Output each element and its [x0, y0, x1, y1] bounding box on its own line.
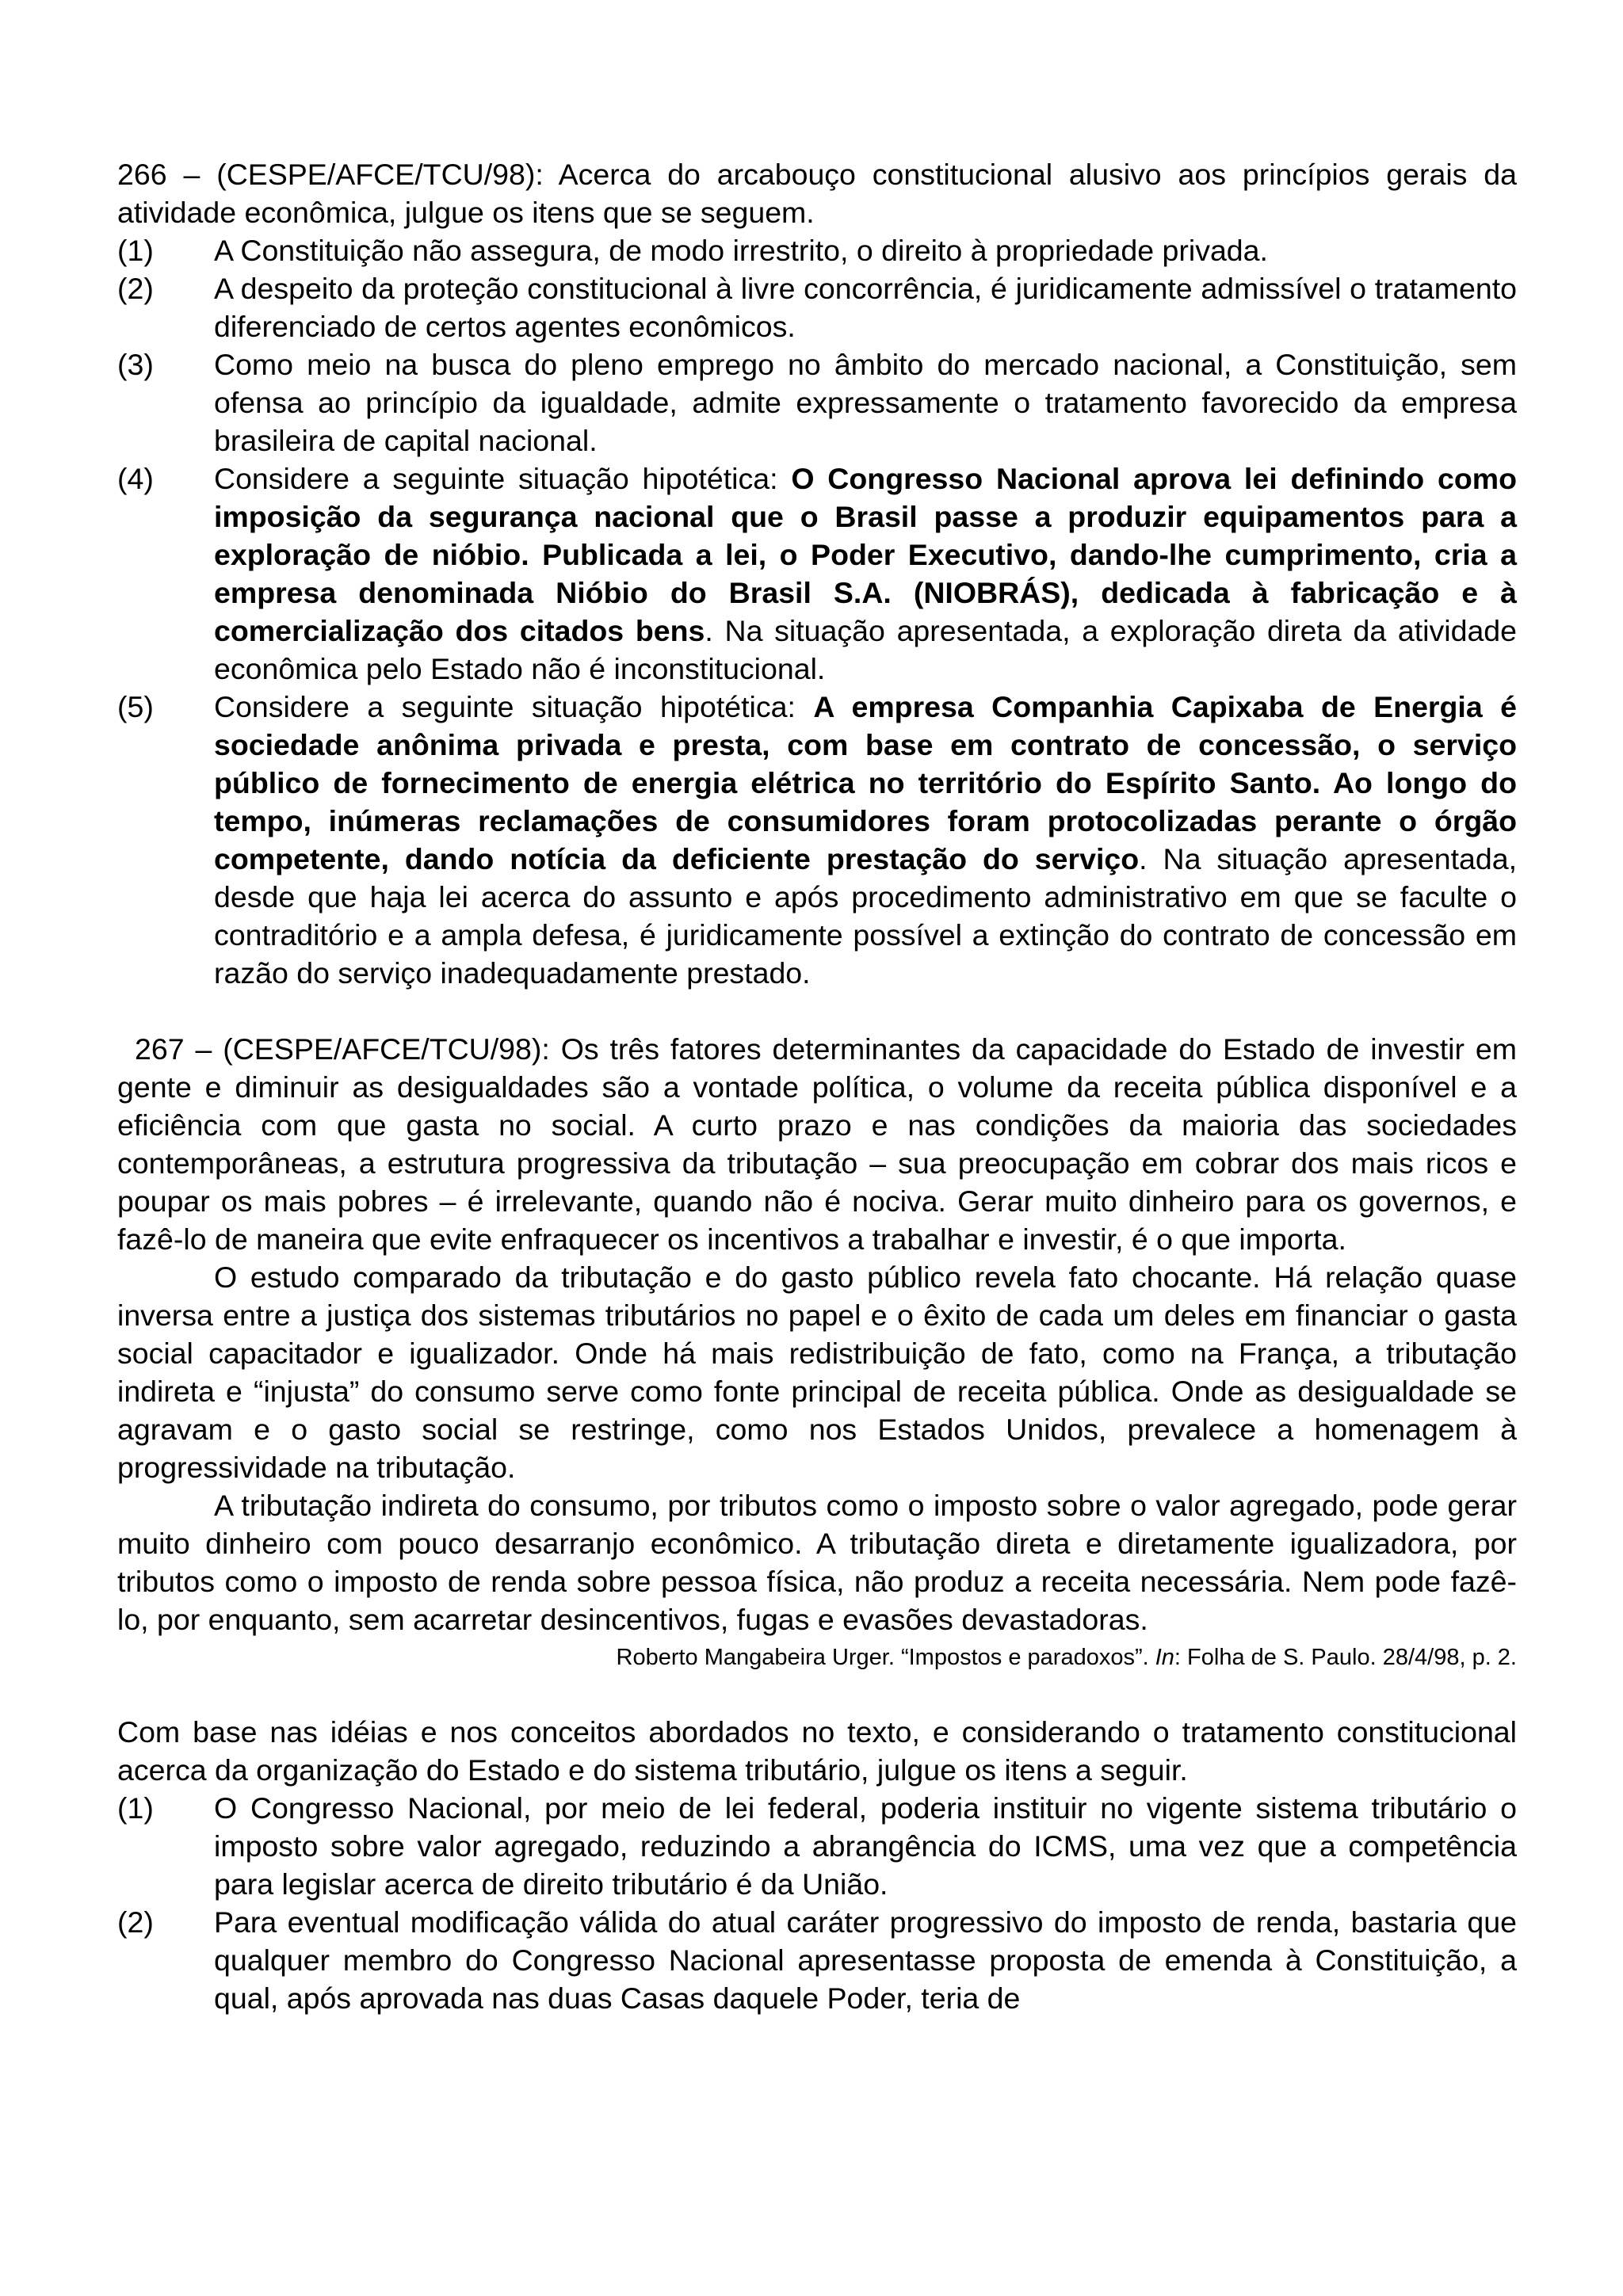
item-number: (3) [117, 348, 154, 381]
item-scenario-bold: O Congresso Nacional aprova lei definindo como imposição da segurança nacional que o Brasil passe a produzir equipamentos para a exploração de nióbio. Publicada a lei, o Poder Executivo, dando-lhe cumprimento, cria a empresa denominada Nióbio do Brasil S.A. (NIOBRÁS), dedicada à fabricação e à comercialização dos citados bens [214, 462, 1517, 647]
item-text [214, 688, 1517, 992]
question-267-paragraph-3: A tributação indireta do consumo, por tributos como o imposto sobre o valor agregado, pode gerar muito dinheiro com pouco desarranjo econômico. A tributação direta e diretamente igualizadora, por tributos como o imposto de renda sobre pessoa física, não produz a receita necessária. Nem pode fazê-lo, por enquanto, sem acarretar desincentivos, fugas e evasões devastadoras. [117, 1489, 1517, 1636]
item-tail-text: . Na situação apresentada, desde que haja lei acerca do assunto e após procedimento administrativo em que se faculte o contraditório e a ampla defesa, é juridicamente possível a extinção do contrato de concessão em razão do serviço inadequadamente prestado. [214, 842, 1517, 990]
question-267-paragraph-2: O estudo comparado da tributação e do gasto público revela fato chocante. Há relação quase inversa entre a justiça dos sistemas tributários no papel e o êxito de cada um deles em financiar o gasta social capacitador e igualizador. Onde há mais redistribuição de fato, como na França, a tributação indireta e “injusta” do consumo serve como fonte principal de receita pública. Onde as desigualdade se agravam e o gasto social se restringe, como nos Estados Unidos, prevalece a homenagem à progressividade na tributação. [117, 1261, 1517, 1484]
item-text: Como meio na busca do pleno emprego no âmbito do mercado nacional, a Constituição, sem ofensa ao princípio da igualdade, admite expressamente o tratamento favorecido da empresa brasileira de capital nacional. [214, 348, 1517, 457]
item-lead-text: Considere a seguinte situação hipotética: [214, 462, 792, 495]
question-266-item-3 [117, 345, 1517, 460]
item-text: A despeito da proteção constitucional à livre concorrência, é juridicamente admissível o tratamento diferenciado de certos agentes econômicos. [214, 272, 1517, 343]
item-number: (2) [117, 272, 154, 305]
document-page [117, 155, 1517, 2017]
question-267-item-2 [117, 1903, 1517, 2017]
citation-author-title: Roberto Mangabeira Urger. “Impostos e paradoxos”. [616, 1645, 1155, 1670]
item-number: (5) [117, 690, 154, 723]
question-266-intro: 266 – (CESPE/AFCE/TCU/98): Acerca do arcabouço constitucional alusivo aos princípios gerais da atividade econômica, julgue os itens que se seguem. [117, 158, 1517, 229]
question-267-paragraph-1: 267 – (CESPE/AFCE/TCU/98): Os três fatores determinantes da capacidade do Estado de investir em gente e diminuir as desigualdades são a vontade política, o volume da receita pública disponível e a eficiência com que gasta no social. A curto prazo e nas condições da maioria das sociedades contemporâneas, a estrutura progressiva da tributação – sua preocupação em cobrar dos mais ricos e poupar os mais pobres – é irrelevante, quando não é nociva. Gerar muito dinheiro para os governos, e fazê-lo de maneira que evite enfraquecer os incentivos a trabalhar e investir, é o que importa. [117, 1032, 1517, 1256]
question-266-item-2 [117, 269, 1517, 345]
item-number: (1) [117, 1791, 154, 1825]
citation-publication: : Folha de S. Paulo. 28/4/98, p. 2. [1174, 1645, 1517, 1670]
item-scenario-bold: A empresa Companhia Capixaba de Energia é sociedade anônima privada e presta, com base em contrato de concessão, o serviço público de fornecimento de energia elétrica no território do Espírito Santo. Ao longo do tempo, inúmeras reclamações de consumidores foram protocolizadas perante o órgão competente, dando notícia da deficiente prestação do serviço [214, 690, 1517, 875]
question-267-item-1 [117, 1789, 1517, 1903]
question-266-item-5 [117, 688, 1517, 992]
item-text: O Congresso Nacional, por meio de lei federal, poderia instituir no vigente sistema tributário o imposto sobre valor agregado, reduzindo a abrangência do ICMS, uma vez que a competência para legislar acerca de direito tributário é da União. [214, 1791, 1517, 1901]
question-266-item-4 [117, 460, 1517, 688]
item-text: A Constituição não assegura, de modo irrestrito, o direito à propriedade privada. [214, 234, 1268, 267]
item-number: (2) [117, 1905, 154, 1939]
question-267-instruction: Com base nas idéias e nos conceitos abordados no texto, e considerando o tratamento constitucional acerca da organização do Estado e do sistema tributário, julgue os itens a seguir. [117, 1715, 1517, 1787]
item-lead-text: Considere a seguinte situação hipotética: [214, 690, 814, 723]
item-number: (1) [117, 234, 154, 267]
item-text [214, 460, 1517, 688]
citation-in: In [1155, 1645, 1174, 1670]
item-tail-text: . Na situação apresentada, a exploração direta da atividade econômica pelo Estado não é inconstitucional. [214, 614, 1518, 685]
question-266-item-1 [117, 231, 1517, 269]
source-citation [117, 1640, 1517, 1675]
item-text: Para eventual modificação válida do atual caráter progressivo do imposto de renda, bastaria que qualquer membro do Congresso Nacional apresentasse proposta de emenda à Constituição, a qual, após aprovada nas duas Casas daquele Poder, teria de [214, 1905, 1517, 2015]
item-number: (4) [117, 462, 154, 495]
